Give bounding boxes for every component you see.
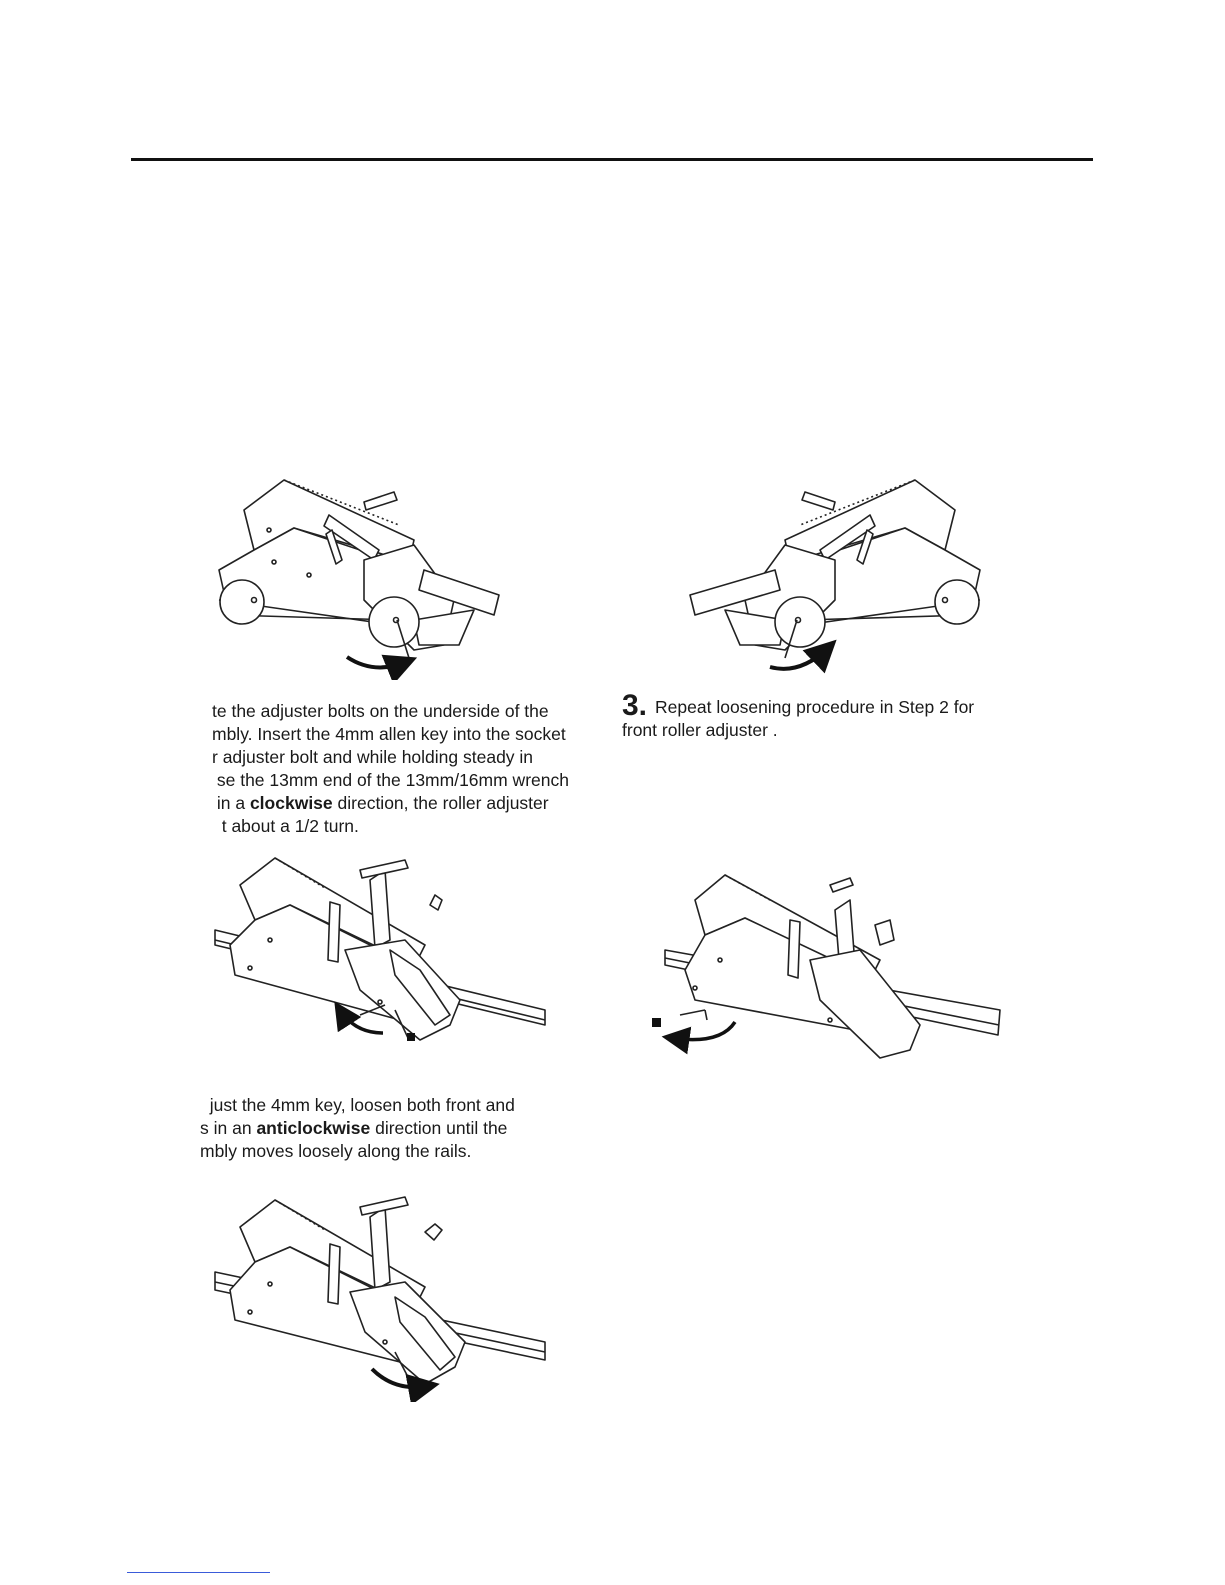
step-2-line-6: t about a 1/2 turn. bbox=[212, 816, 359, 836]
step-4-line-3: mbly moves loosely along the rails. bbox=[200, 1141, 472, 1161]
footer-link-underline bbox=[127, 1572, 270, 1573]
step-3-text: Repeat loosening procedure in Step 2 for bbox=[655, 697, 975, 717]
step-4-line-2-pre: s in an bbox=[200, 1118, 257, 1138]
step-4-line-2 bbox=[200, 1117, 515, 1140]
step-4-caption bbox=[200, 1094, 515, 1163]
front-roller-adjuster-diagram bbox=[685, 470, 985, 680]
step-2-line-3: r adjuster bolt and while holding steady in bbox=[212, 747, 534, 767]
step-4-anticlockwise-bold: anticlockwise bbox=[256, 1118, 371, 1138]
seat-assembly-rail-diagram bbox=[210, 1192, 550, 1402]
step-4-line-2-post: direction until the bbox=[370, 1118, 508, 1138]
rear-roller-adjuster-diagram bbox=[214, 470, 514, 680]
step-3-caption bbox=[622, 689, 975, 742]
step-4-line-1: just the 4mm key, loosen both front and bbox=[200, 1095, 515, 1115]
step-2-line-5-pre: in a bbox=[212, 793, 250, 813]
step-2-clockwise-bold: clockwise bbox=[249, 793, 333, 813]
step-2-line-2: mbly. Insert the 4mm allen key into the socket bbox=[212, 724, 566, 744]
loosen-rear-adjuster-diagram bbox=[210, 850, 550, 1050]
step-2-line-1: te the adjuster bolts on the underside of the bbox=[212, 701, 549, 721]
header-rule bbox=[131, 158, 1093, 161]
step-2-caption bbox=[212, 700, 569, 838]
step-2-line-5-post: direction, the roller adjuster bbox=[332, 793, 549, 813]
step-2-line-4: se the 13mm end of the 13mm/16mm wrench bbox=[212, 770, 569, 790]
step-3-line-2: front roller adjuster . bbox=[622, 720, 778, 740]
step-2-line-5 bbox=[212, 792, 569, 815]
loosen-front-adjuster-diagram bbox=[650, 870, 1005, 1070]
step-3-number: 3. bbox=[622, 689, 648, 722]
